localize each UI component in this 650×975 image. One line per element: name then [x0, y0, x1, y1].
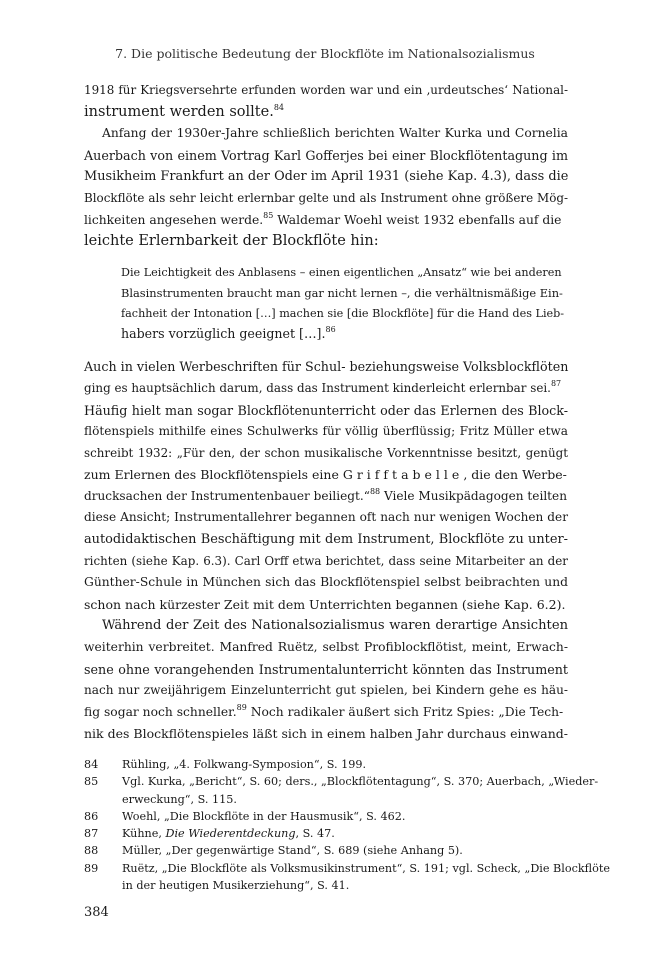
- spaced-term: Grifftabelle: [342, 467, 464, 483]
- footnote-ref[interactable]: 86: [325, 324, 336, 334]
- text-line: flötenspiels mithilfe eines Schulwerks für völlig überflüssig; Fritz Müller etwa: [84, 424, 568, 439]
- text-line: Während der Zeit des Nationalsozialismus waren derartige Ansichten: [102, 618, 568, 634]
- paragraph: [84, 615, 568, 745]
- footnote-number: 85: [84, 775, 99, 789]
- footnote-number: 88: [84, 844, 99, 858]
- text-line: sene ohne vorangehenden Instrumentalunterricht könnten das Instrument: [84, 661, 568, 677]
- text-line: richten (siehe Kap. 6.3). Carl Orff etwa berichtet, dass seine Mitarbeiter an der: [84, 553, 568, 568]
- text-line: ging es hauptsächlich darum, dass das Instrument kinderleicht erlernbar sei.$^{87}$: [84, 378, 562, 395]
- text-line: lichkeiten angesehen werde.$^{85}$ Waldemar Woehl weist 1932 ebenfalls auf die: [84, 210, 562, 227]
- quote-line: fachheit der Intonation […] machen sie [die Blockflöte] für die Hand des Lieb-: [121, 306, 565, 320]
- text-line: Blockflöte als sehr leicht erlernbar gelte und als Instrument ohne größere Mög-: [84, 190, 568, 205]
- footnote-ref[interactable]: 89: [236, 702, 247, 712]
- text-line: diese Ansicht; Instrumentallehrer begannen oft nach nur wenigen Wochen der: [84, 510, 568, 525]
- footnote-text: Vgl. Kurka, „Bericht“, S. 60; ders., „Blockflötentagung“, S. 370; Auerbach, „Wieder-: [122, 775, 599, 789]
- footnote: [84, 773, 599, 808]
- page-number: 384: [84, 905, 109, 920]
- text-line: autodidaktischen Beschäftigung mit dem Instrument, Blockflöte zu unter-: [84, 532, 568, 548]
- footnote-text: in der heutigen Musikerziehung“, S. 41.: [122, 879, 350, 893]
- quote-line: Blasinstrumenten braucht man gar nicht lernen –, die verhältnismäßige Ein-: [121, 286, 563, 301]
- text-line: drucksachen der Instrumentenbauer beiliegt.“$^{88}$ Viele Musikpädagogen teilten: [84, 486, 567, 503]
- footnote-ref[interactable]: 87: [550, 378, 562, 388]
- footnote-text: Kühne, Die Wiederentdeckung, S. 47.: [122, 827, 335, 841]
- text-line: Auerbach von einem Vortrag Karl Gofferjes bei einer Blockflötentagung im: [84, 147, 568, 163]
- footnote-number: 84: [84, 758, 99, 771]
- footnote-ref[interactable]: 88: [369, 486, 381, 496]
- text-line: leichte Erlernbarkeit der Blockflöte hin:: [84, 233, 379, 250]
- main-text: [84, 80, 568, 745]
- footnote-number: 89: [84, 861, 99, 875]
- footnote-text: Rühling, „4. Folkwang-Symposion“, S. 199.: [122, 758, 366, 771]
- text-line: schreibt 1932: „Für den, der schon musikalische Vorkenntnisse besitzt, genügt: [84, 445, 568, 460]
- paragraph: [84, 356, 568, 615]
- block-quote: [121, 263, 567, 345]
- footnotes: [84, 756, 610, 894]
- footnote-text: Müller, „Der gegenwärtige Stand“, S. 689 (siehe Anhang 5).: [122, 844, 463, 858]
- text-line: weiterhin verbreitet. Manfred Ruëtz, selbst Profiblockflötist, meint, Erwach-: [84, 640, 568, 655]
- footnote-text: Woehl, „Die Blockflöte in der Hausmusik“, S. 462.: [122, 809, 406, 823]
- footnote: [84, 842, 568, 859]
- text-line: Anfang der 1930er-Jahre schließlich berichten Walter Kurka und Cornelia: [102, 126, 568, 141]
- running-head: 7. Die politische Bedeutung der Blockflöte im Nationalsozialismus: [115, 46, 535, 61]
- text-line: zum Erlernen des Blockflötenspiels eine Grifftabelle, die den Werbe-: [84, 467, 567, 483]
- quote-line: habers vorzüglich geeignet […].$^{86}$: [121, 324, 336, 341]
- footnote-text: erweckung“, S. 115.: [122, 792, 237, 806]
- footnote-number: 86: [84, 809, 99, 823]
- footnote: [84, 808, 568, 825]
- text-line: Häufig hielt man sogar Blockflötenunterricht oder das Erlernen des Block-: [84, 402, 568, 418]
- footnote: [84, 825, 568, 842]
- text-line: Günther-Schule in München sich das Blockflötenspiel selbst beibrachten und: [84, 575, 568, 590]
- paragraph: [84, 123, 568, 253]
- text-line: nik des Blockflötenspieles läßt sich in einem halben Jahr durchaus einwand-: [84, 726, 568, 742]
- paragraph: [84, 80, 568, 123]
- text-line: nach nur zweijährigem Einzelunterricht gut spielen, bei Kindern gehe es häu-: [84, 683, 568, 698]
- footnote: [84, 756, 568, 773]
- text-line: 1918 für Kriegsversehrte erfunden worden war und ein ‚urdeutsches‘ National-: [84, 83, 568, 97]
- quote-line: Die Leichtigkeit des Anblasens – einen eigentlichen „Ansatz“ wie bei anderen: [121, 265, 562, 279]
- text-line: Auch in vielen Werbeschriften für Schul- beziehungsweise Volksblockflöten: [84, 359, 569, 375]
- footnote: [84, 860, 610, 895]
- text-line: schon nach kürzester Zeit mit dem Unterrichten begannen (siehe Kap. 6.2).: [84, 596, 566, 612]
- footnote-text: Ruëtz, „Die Blockflöte als Volksmusikinstrument“, S. 191; vgl. Scheck, „Die Blockflöte: [122, 861, 610, 875]
- text-line: Musikheim Frankfurt an der Oder im April 1931 (siehe Kap. 4.3), dass die: [84, 169, 569, 185]
- footnote-number: 87: [84, 827, 99, 841]
- footnote-ref[interactable]: 85: [263, 210, 274, 220]
- footnote-ref[interactable]: 84: [273, 102, 285, 112]
- text-line: fig sogar noch schneller.$^{89}$ Noch radikaler äußert sich Fritz Spies: „Die Tech-: [84, 702, 564, 719]
- text-line: instrument werden sollte.$^{84}$: [84, 102, 285, 120]
